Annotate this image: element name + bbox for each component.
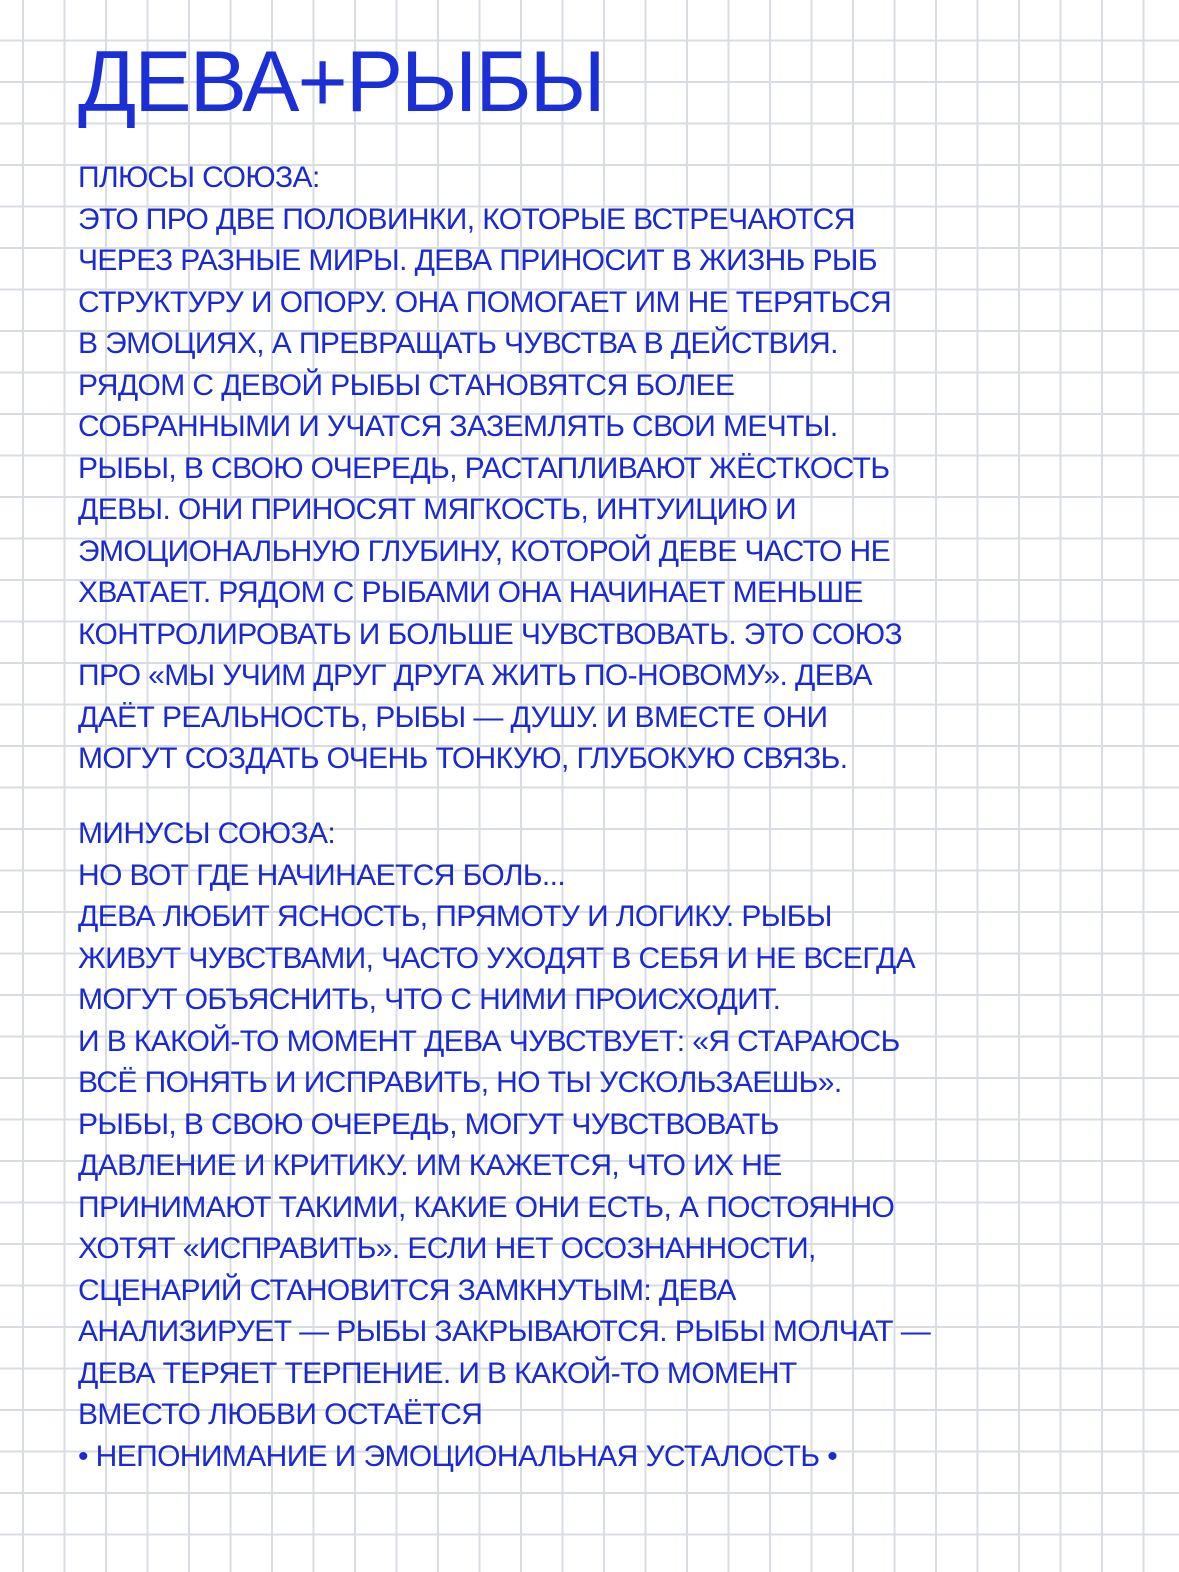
cons-line: ВСЁ ПОНЯТЬ И ИСПРАВИТЬ, НО ТЫ УСКОЛЬЗАЕШЬ». [78, 1066, 842, 1099]
pros-line: ЭТО ПРО ДВЕ ПОЛОВИНКИ, КОТОРЫЕ ВСТРЕЧАЮТСЯ [78, 202, 855, 236]
cons-line: ХОТЯТ «ИСПРАВИТЬ». ЕСЛИ НЕТ ОСОЗНАННОСТИ, [78, 1232, 816, 1265]
cons-line: ДЕВА ТЕРЯЕТ ТЕРПЕНИЕ. И В КАКОЙ-ТО МОМЕНТ [78, 1356, 797, 1390]
pros-line: КОНТРОЛИРОВАТЬ И БОЛЬШЕ ЧУВСТВОВАТЬ. ЭТО СОЮЗ [78, 617, 902, 651]
cons-line: ДЕВА ЛЮБИТ ЯСНОСТЬ, ПРЯМОТУ И ЛОГИКУ. РЫБЫ [78, 900, 832, 933]
pros-line: РЫБЫ, В СВОЮ ОЧЕРЕДЬ, РАСТАПЛИВАЮТ ЖЁСТКОСТЬ [78, 451, 890, 485]
pros-line: МОГУТ СОЗДАТЬ ОЧЕНЬ ТОНКУЮ, ГЛУБОКУЮ СВЯЗЬ. [78, 742, 848, 775]
pros-line: ЧЕРЕЗ РАЗНЫЕ МИРЫ. ДЕВА ПРИНОСИТ В ЖИЗНЬ РЫБ [78, 244, 877, 277]
cons-line: • НЕПОНИМАНИЕ И ЭМОЦИОНАЛЬНАЯ УСТАЛОСТЬ • [78, 1439, 838, 1473]
cons-section [78, 813, 1138, 1477]
pros-section [78, 157, 1138, 780]
cons-line: НО ВОТ ГДЕ НАЧИНАЕТСЯ БОЛЬ... [78, 858, 566, 892]
cons-line: ПРИНИМАЮТ ТАКИМИ, КАКИЕ ОНИ ЕСТЬ, А ПОСТОЯННО [78, 1190, 895, 1224]
cons-heading: МИНУСЫ СОЮЗА: [78, 817, 336, 850]
pros-line: ДАЁТ РЕАЛЬНОСТЬ, РЫБЫ — ДУШУ. И ВМЕСТЕ ОНИ [78, 700, 828, 734]
cons-line: ЖИВУТ ЧУВСТВАМИ, ЧАСТО УХОДЯТ В СЕБЯ И НЕ ВСЕГДА [78, 941, 916, 975]
pros-line: РЯДОМ С ДЕВОЙ РЫБЫ СТАНОВЯТСЯ БОЛЕЕ [78, 368, 735, 402]
pros-line: ХВАТАЕТ. РЯДОМ С РЫБАМИ ОНА НАЧИНАЕТ МЕНЬШЕ [78, 576, 863, 609]
cons-line: ВМЕСТО ЛЮБВИ ОСТАЁТСЯ [78, 1398, 483, 1431]
pros-line: ДЕВЫ. ОНИ ПРИНОСЯТ МЯГКОСТЬ, ИНТУИЦИЮ И [78, 493, 797, 526]
cons-line: АНАЛИЗИРУЕТ — РЫБЫ ЗАКРЫВАЮТСЯ. РЫБЫ МОЛЧАТ — [78, 1315, 931, 1348]
pros-line: ПРО «МЫ УЧИМ ДРУГ ДРУГА ЖИТЬ ПО-НОВОМУ». ДЕВА [78, 659, 872, 692]
pros-line: ЭМОЦИОНАЛЬНУЮ ГЛУБИНУ, КОТОРОЙ ДЕВЕ ЧАСТО НЕ [78, 534, 891, 568]
cons-line: И В КАКОЙ-ТО МОМЕНТ ДЕВА ЧУВСТВУЕТ: «Я СТАРАЮСЬ [78, 1024, 900, 1058]
pros-line: СТРУКТУРУ И ОПОРУ. ОНА ПОМОГАЕТ ИМ НЕ ТЕРЯТЬСЯ [78, 285, 892, 319]
page-title: ДЕВА+РЫБЫ [78, 34, 604, 130]
pros-line: В ЭМОЦИЯХ, А ПРЕВРАЩАТЬ ЧУВСТВА В ДЕЙСТВИЯ. [78, 327, 838, 360]
pros-line: СОБРАННЫМИ И УЧАТСЯ ЗАЗЕМЛЯТЬ СВОИ МЕЧТЫ. [78, 410, 838, 443]
cons-line: РЫБЫ, В СВОЮ ОЧЕРЕДЬ, МОГУТ ЧУВСТВОВАТЬ [78, 1107, 779, 1141]
cons-line: СЦЕНАРИЙ СТАНОВИТСЯ ЗАМКНУТЫМ: ДЕВА [78, 1273, 736, 1307]
cons-line: МОГУТ ОБЪЯСНИТЬ, ЧТО С НИМИ ПРОИСХОДИТ. [78, 983, 781, 1016]
cons-line: ДАВЛЕНИЕ И КРИТИКУ. ИМ КАЖЕТСЯ, ЧТО ИХ НЕ [78, 1149, 782, 1182]
pros-heading: ПЛЮСЫ СОЮЗА: [78, 161, 320, 194]
